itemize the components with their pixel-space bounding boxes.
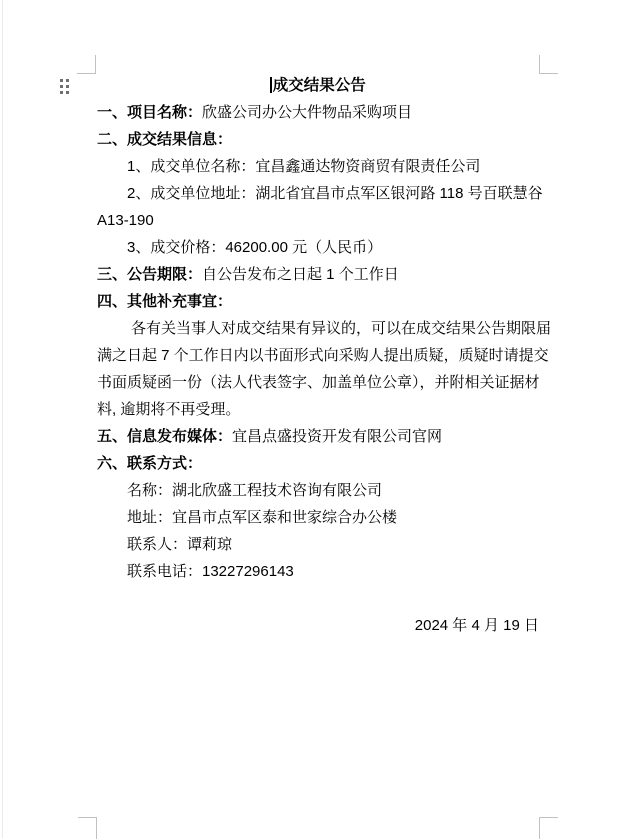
line-other-heading	[97, 288, 539, 315]
text-run: 联系电话：13227296143	[127, 563, 294, 580]
drag-dot	[66, 79, 69, 82]
line-result-heading	[97, 126, 539, 153]
text-run: 各有关当事人对成交结果有异议的，可以在成交结果公告期限届	[131, 320, 552, 337]
text-run: 自公告发布之日起 1 个工作日	[202, 266, 399, 283]
line-price	[97, 234, 539, 261]
doc-title	[97, 72, 539, 99]
bold-text-run: 成交结果公告	[272, 77, 366, 94]
bold-text-run: 六、联系方式：	[97, 455, 203, 472]
drag-dot	[66, 91, 69, 94]
text-run: 书面质疑函一份（法人代表签字、加盖单位公章），并附相关证据材	[97, 374, 540, 391]
line-media	[97, 423, 539, 450]
line-date	[97, 612, 539, 639]
text-run: 2、成交单位地址：湖北省宜昌市点军区银河路 118 号百联慧谷	[127, 185, 543, 202]
margin-crop-mark-top-right-icon	[539, 55, 558, 74]
text-run: 联系人：谭莉琼	[127, 536, 233, 553]
page-left-edge	[2, 0, 3, 838]
margin-crop-mark-bottom-left-icon	[78, 817, 97, 839]
text-run: 满之日起 7 个工作日内以书面形式向采购人提出质疑，质疑时请提交	[97, 347, 549, 364]
text-run: 地址：宜昌市点军区泰和世家综合办公楼	[127, 509, 398, 526]
bold-text-run: 五、信息发布媒体：	[97, 428, 233, 445]
text-run: 宜昌点盛投资开发有限公司官网	[232, 428, 443, 445]
text-run: 料, 逾期将不再受理。	[97, 401, 241, 418]
text-run: 欣盛公司办公大件物品采购项目	[202, 104, 413, 121]
drag-dot	[60, 85, 63, 88]
text-run: 2024 年 4 月 19 日	[414, 617, 539, 634]
drag-dot	[60, 91, 63, 94]
bold-text-run: 二、成交结果信息：	[97, 131, 233, 148]
text-run: 名称：湖北欣盛工程技术咨询有限公司	[127, 482, 383, 499]
text-run: 1、成交单位名称：宜昌鑫通达物资商贸有限责任公司	[127, 158, 481, 175]
text-run: 3、成交价格：46200.00 元（人民币）	[127, 239, 383, 256]
bold-text-run: 一、项目名称：	[97, 104, 203, 121]
text-run: A13-190	[97, 212, 154, 229]
line-contact-heading	[97, 450, 539, 477]
margin-crop-mark-top-left-icon	[77, 55, 96, 74]
drag-handle-icon[interactable]	[60, 79, 69, 94]
line-contact-address	[97, 504, 539, 531]
bold-text-run: 四、其他补充事宜：	[97, 293, 233, 310]
line-project-name	[97, 99, 539, 126]
line-winner-address	[97, 180, 543, 207]
line-paragraph-1	[97, 315, 552, 342]
line-contact-phone	[97, 558, 539, 585]
text-cursor	[270, 77, 272, 93]
drag-dot	[60, 79, 63, 82]
line-paragraph-2	[97, 342, 549, 369]
line-winner-name	[97, 153, 539, 180]
drag-dot	[66, 85, 69, 88]
line-notice-period	[97, 261, 539, 288]
line-paragraph-3	[97, 369, 539, 396]
margin-crop-mark-bottom-right-icon	[539, 817, 558, 839]
document-content[interactable]	[97, 72, 552, 639]
line-contact-name	[97, 477, 539, 504]
line-blank	[97, 585, 539, 612]
line-paragraph-4	[97, 396, 539, 423]
bold-text-run: 三、公告期限：	[97, 266, 203, 283]
line-winner-address-cont	[97, 207, 539, 234]
line-contact-person	[97, 531, 539, 558]
